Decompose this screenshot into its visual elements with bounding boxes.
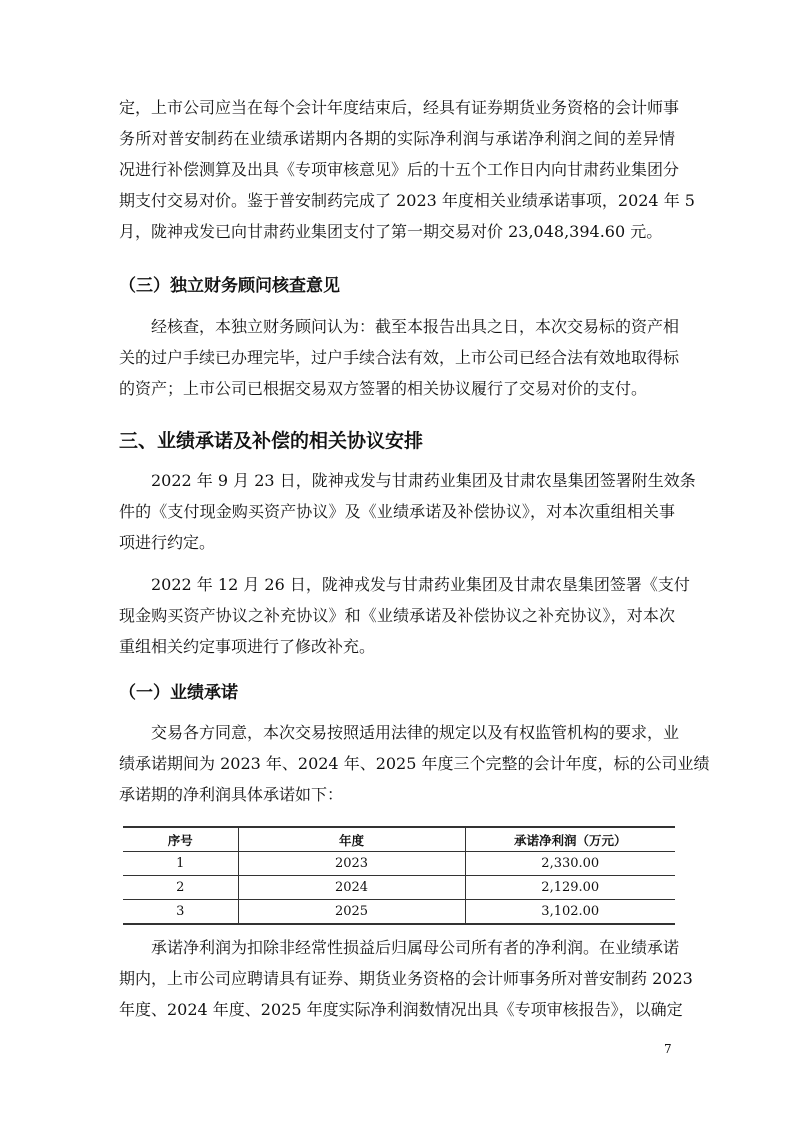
table-row xyxy=(123,852,675,876)
table-row xyxy=(123,876,675,900)
text-line: 承诺净利润为扣除非经常性损益后归属母公司所有者的净利润。在业绩承诺 xyxy=(151,938,680,957)
page-number: 7 xyxy=(664,1042,672,1056)
paragraph-commitment xyxy=(119,717,710,810)
text-line: 年度、2024 年度、2025 年度实际净利润数情况出具《专项审核报告》，以确定 xyxy=(119,1000,683,1019)
section-heading: （三）独立财务顾问核查意见 xyxy=(119,276,340,296)
paragraph-payment xyxy=(119,92,695,247)
text-line: 件的《支付现金购买资产协议》及《业绩承诺及补偿协议》，对本次重组相关事 xyxy=(119,502,675,521)
text-line: 定，上市公司应当在每个会计年度结束后，经具有证券期货业务资格的会计师事 xyxy=(119,98,680,117)
text-line: 项进行约定。 xyxy=(119,533,216,552)
table-cell: 2025 xyxy=(238,900,465,925)
text-line: 承诺期的净利润具体承诺如下： xyxy=(119,785,344,804)
text-line: 的资产；上市公司已根据交易双方签署的相关协议履行了交易对价的支付。 xyxy=(119,379,648,398)
text-line: 期支付交易对价。鉴于普安制药完成了 2023 年度相关业绩承诺事项，2024 年 5 xyxy=(119,191,695,210)
table-cell: 2,330.00 xyxy=(465,852,675,876)
paragraph-net-profit xyxy=(119,932,693,1025)
table-cell: 2024 xyxy=(238,876,465,900)
paragraph-advisor-opinion xyxy=(119,311,680,404)
commitment-table xyxy=(123,826,675,925)
table-cell: 1 xyxy=(123,852,238,876)
table-header-row xyxy=(123,827,675,852)
column-header: 序号 xyxy=(123,827,238,852)
text-line: 务所对普安制药在业绩承诺期内各期的实际净利润与承诺净利润之间的差异情 xyxy=(119,129,675,148)
column-header: 承诺净利润（万元） xyxy=(465,827,675,852)
text-line: 交易各方同意，本次交易按照适用法律的规定以及有权监管机构的要求，业 xyxy=(151,723,680,742)
table-cell: 3,102.00 xyxy=(465,900,675,925)
table-cell: 2023 xyxy=(238,852,465,876)
text-line: 况进行补偿测算及出具《专项审核意见》后的十五个工作日内向甘肃药业集团分 xyxy=(119,160,680,179)
text-line: 期内，上市公司应聘请具有证券、期货业务资格的会计师事务所对普安制药 2023 xyxy=(119,969,693,988)
table-cell: 3 xyxy=(123,900,238,925)
paragraph-agreement-2 xyxy=(119,569,690,662)
text-line: 现金购买资产协议之补充协议》和《业绩承诺及补偿协议之补充协议》，对本次 xyxy=(119,606,675,625)
table-cell: 2,129.00 xyxy=(465,876,675,900)
text-line: 关的过户手续已办理完毕，过户手续合法有效，上市公司已经合法有效地取得标 xyxy=(119,348,680,367)
text-line: 2022 年 12 月 26 日，陇神戎发与甘肃药业集团及甘肃农垦集团签署《支付 xyxy=(151,575,690,594)
text-line: 绩承诺期间为 2023 年、2024 年、2025 年度三个完整的会计年度，标的公司业绩 xyxy=(119,754,710,773)
paragraph-agreement-1 xyxy=(119,465,696,558)
text-line: 月，陇神戎发已向甘肃药业集团支付了第一期交易对价 23,048,394.60 元。 xyxy=(119,222,663,241)
text-line: 重组相关约定事项进行了修改补充。 xyxy=(119,637,376,656)
column-header: 年度 xyxy=(238,827,465,852)
table-row xyxy=(123,900,675,925)
text-line: 经核查，本独立财务顾问认为：截至本报告出具之日，本次交易标的资产相 xyxy=(151,317,680,336)
table-cell: 2 xyxy=(123,876,238,900)
text-line: 2022 年 9 月 23 日，陇神戎发与甘肃药业集团及甘肃农垦集团签署附生效条 xyxy=(151,471,696,490)
chapter-heading: 三、业绩承诺及补偿的相关协议安排 xyxy=(119,430,424,452)
section-heading: （一）业绩承诺 xyxy=(119,683,238,703)
